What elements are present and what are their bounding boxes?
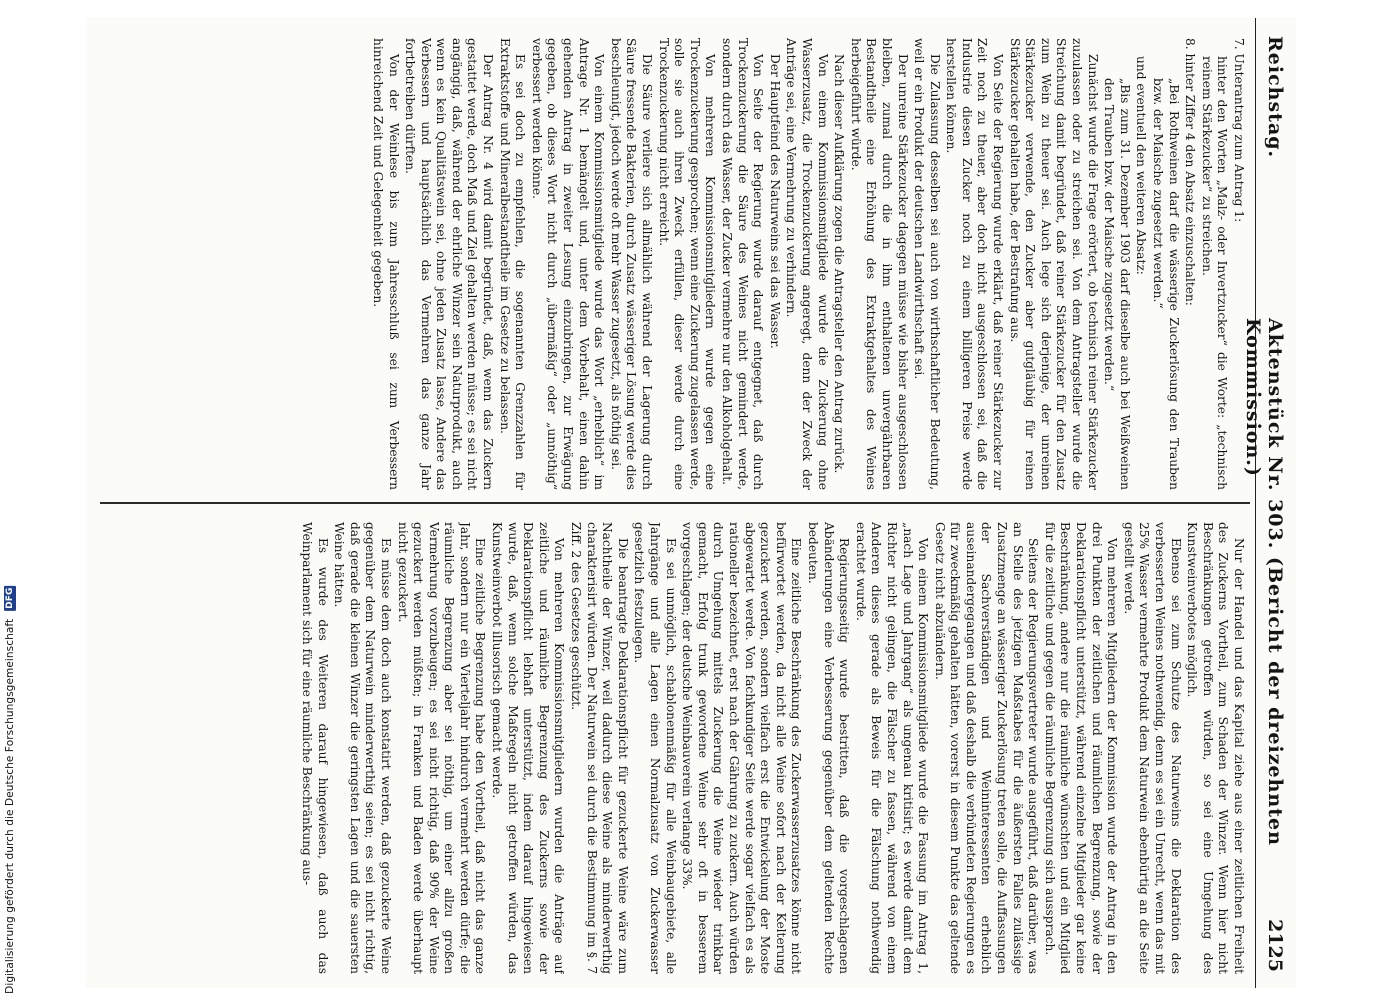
paragraph: Regierungsseitig wurde bestritten, daß die vorgeschlagenen Abänderungen eine Verbesserung gegenüber dem geltenden Rechte bedeuten.	[805, 522, 852, 974]
paragraph: Es wurde des Weiteren darauf hingewiesen, daß auch das Weinparlament sich für eine räumliche Beschränkung aus-	[299, 522, 330, 974]
paragraph: und eventuell den weiteren Absatz:	[1134, 56, 1149, 275]
paragraph: Ebenso sei zum Schutze des Naturweins die Deklaration des verbesserten Weines nothwendig, denn es sei ein Unrecht, wenn das mit 25% Wasser vermehrte Produkt dem Naturwein ebenbürtig an die Seite gestellt werde.	[1121, 522, 1183, 974]
paragraph: Von Seite der Regierung wurde erklärt, daß reiner Stärkezucker zur Zeit noch zu theuer, aber doch nicht ausgeschlossen sei, daß die Industrie diesen Zucker noch zu einem billigeren Preise werde herstellen können.	[944, 38, 1006, 490]
paragraph: Von einem Kommissionsmitgliede wurde die Zuckerung ohne Wasserzusatz, die Trockenzuckerung angeregt, denn der Zweck der Anträge sei, eine Vermehrung zu verhindern.	[784, 38, 830, 490]
paragraph: Die Zulassung desselben sei auch von wirthschaftlicher Bedeutung, weil er ein Produkt der deutschen Landwirthschaft sei.	[912, 38, 942, 490]
paragraph: hinter den Worten „Malz- oder Invertzucker“ die Worte: „technisch reinem Stärkezucker“ zu streichen.	[1199, 56, 1230, 490]
paragraph: Von Seite der Regierung wurde darauf entgegnet, daß durch Trockenzuckerung die Säure des Weines nicht gemindert werde, sondern durch das Wasser, der Zucker vermehre nur den Alkoholgehalt.	[720, 38, 766, 490]
paragraph: „Bei Rothweinen darf die wässerige Zuckerlösung den Trauben bzw. der Maische zugesetzt werden.“	[1151, 78, 1181, 490]
paragraph: 8. hinter Ziffer 4 den Absatz einzuschalten:	[1183, 38, 1198, 306]
paragraph: Es sei doch zu empfehlen, die sogenannten Grenzzahlen für Extraktstoffe und Mineralbestandtheile im Gesetze zu belassen.	[497, 38, 528, 490]
column-divider	[100, 502, 1250, 504]
paragraph: Von mehreren Kommissionsmitgliedern wurde gegen eine Trockenzuckerung gesprochen; wenn eine Zuckerung zugelassen werde, solle sie auch ihren Zweck erfüllen, dieser werde durch eine Trockenzuckerung nicht erreicht.	[656, 38, 718, 490]
scanned-page	[86, 18, 1296, 988]
header-commission-report: (Bericht der dreizehnten Kommission.)	[1242, 318, 1286, 846]
right-column	[96, 522, 1246, 974]
paragraph: Der unreine Stärkezucker dagegen müsse wie bisher ausgeschlossen bleiben, zumal durch die in ihm enthaltenen unvergährbaren Bestandtheile eine Erhöhung des Extraktgehaltes des Weines herbeigeführt würde.	[848, 38, 910, 490]
header-document-number	[1242, 318, 1286, 988]
left-column	[96, 38, 1246, 490]
paragraph: Seitens der Regierungsvertreter wurde ausgeführt, daß darüber, was an Stelle des jetzigen Maßstabes für die äußersten Falles zulässige Zusatzmenge an wässeriger Zuckerlösung treten solle, die Auffassungen der Sachverständigen und Weininteressenten erheblich auseinandergegangen und daß deshalb die verbündeten Regierungen es für zweckmäßig gehalten hätten, vorerst in diesem Punkte das geltende Gesetz nicht abzuändern.	[932, 522, 1041, 974]
credit-text: Digitalisierung gefördert durch die Deutsche Forschungsgemeinschaft	[4, 618, 16, 994]
paragraph: Von einem Kommissionsmitgliede wurde die Fassung im Antrag 1, „nach Lage und Jahrgang“ als ungenau kritisirt; es werde damit dem Richter nicht gelingen, die Fälscher zu fassen, während von einem Anderen dieses gerade als Beweis für die Fälschung nothwendig erachtet wurde.	[853, 522, 931, 974]
header-reichstag: Reichstag.	[1264, 36, 1286, 159]
paragraph: Es sei unmöglich, schablonenmäßig für alle Weinbaugebiete, alle Jahrgänge und alle Lagen einen Normalzusatz von Zuckerwasser gesetzlich festzulegen.	[632, 522, 678, 974]
paragraph: Von einem Kommissionsmitgliede wurde das Wort „erheblich“ im Antrage Nr. 1 bemängelt und, unter dem Vorbehalt, einen dahin gehenden Antrag in zweiter Lesung einzubringen, zur Erwägung gegeben, ob dieses Wort nicht durch „übermäßig“ oder „unnöthig“ verbessert werden könne.	[529, 38, 607, 490]
paragraph: Zunächst wurde die Frage erörtert, ob technisch reiner Stärkezucker zuzulassen oder zu streichen sei. Von dem Antragsteller wurde die Streichung damit begründet, daß reiner Stärkezucker für den Zusatz zum Wein zu theuer sei. Auch lege sich derjenige, der unreinen Stärkezucker verwende, den Zucker aber gutgläubig für reinen Stärkezucker gehalten habe, der Bestrafung aus.	[1007, 38, 1100, 490]
paragraph: Es müsse dem doch auch konstatirt werden, daß gezuckerte Weine gegenüber dem Naturwein minderwerthig seien; es sei nicht richtig, daß gerade die kleinen Winzer die geringsten Lagen und die sauersten Weine hätten.	[332, 522, 393, 974]
paragraph: Eine zeitliche Beschränkung des Zuckerwasserzusatzes könne nicht befürwortet werden, da nicht alle Weine sofort nach der Kelterung gezuckert werden, sondern vielfach erst die Entwickelung der Moste abgewartet werde. Von fachkundiger Seite werde sogar vielfach es als rationeller bezeichnet, erst nach der Gährung zu zuckern. Auch würden durch Umgehung mittels Zuckerung die Weine wieder trinkbar gemacht, Erfolg trunk gewordene Weine sehr oft in besserem vorgeschlagen; der deutsche Weinbauverein verlange 33%.	[680, 522, 804, 974]
paragraph: Von der Weinlese bis zum Jahresschluß sei zum Verbessern hinreichend Zeit und Gelegenheit gegeben.	[370, 38, 401, 490]
paragraph: Von mehreren Mitgliedern der Kommission wurde der Antrag in den drei Punkten der zeitlichen und räumlichen Begrenzung, sowie der Deklarationspflicht unterstützt, während einzelne Mitglieder gar keine Beschränkung, andere nur die räumliche wünschten und ein Mitglied für die zeitliche und gegen die räumliche Begrenzung sich aussprach.	[1042, 522, 1120, 974]
paragraph: Nach dieser Aufklärung zogen die Antragsteller den Antrag zurück.	[832, 54, 847, 474]
digitization-credit	[4, 586, 16, 994]
paragraph: Die beantragte Deklarationspflicht für gezuckerte Weine wäre zum Nachtheile der Winzer, weil dadurch diese Weine als minderwerthig charakterisirt würden. Der Naturwein sei durch die Bestimmung im §. 7 Ziff. 2 des Gesetzes geschützt.	[569, 522, 630, 974]
paragraph: Eine zeitliche Begrenzung habe den Vortheil, daß nicht das ganze Jahr, sondern nur ein Vierteljahr hindurch vermehrt werden dürfe; die räumliche Begrenzung aber sei nöthig, um einer allzu großen Vermehrung vorzubeugen; es sei nicht richtig, daß 90% der Weine gezuckert werden müßten; in Franken und Baden werde überhaupt nicht gezuckert.	[395, 522, 488, 974]
paragraph: Von mehreren Kommissionsmitgliedern wurden die Anträge auf zeitliche und räumliche Begrenzung des Zuckerns sowie der Deklarationspflicht lebhaft unterstützt, indem darauf hingewiesen wurde, daß, wenn solche Maßregeln nicht getroffen würden, das Kunstweinverbot illusorisch gemacht werde.	[490, 522, 567, 974]
paragraph: Nur der Handel und das Kapital ziehe aus einer zeitlichen Freiheit des Zuckerns Vortheil, zum Schaden der Winzer. Wenn hier nicht Beschränkungen getroffen würden, so sei eine Umgehung des Kunstweinverbotes möglich.	[1185, 522, 1246, 974]
paragraph: 7. Unterantrag zum Antrag 1:	[1232, 38, 1246, 223]
paragraph: Der Antrag Nr. 4 wird damit begründet, daß, wenn das Zuckern gestattet werde, doch Maß und Ziel gehalten werden müsse; es sei nicht angängig, daß, während der ehrliche Winzer sein Naturprodukt, auch wenn es kein Qualitätswein sei, ohne jeden Zusatz lasse, Andere das Verbessern und hauptsächlich das Vermehren das ganze Jahr fortbetreiben dürften.	[403, 38, 496, 490]
header-document-number-text: Aktenstück Nr. 303.	[1264, 318, 1286, 550]
page-header	[1242, 18, 1296, 988]
page-number: 2125	[1264, 919, 1286, 972]
dfg-logo-icon: DFG	[5, 588, 15, 610]
paragraph: „Bis zum 31. Dezember 1903 darf dieselbe auch bei Weißweinen den Trauben bzw. der Maische zugesetzt werden.“	[1102, 78, 1132, 490]
paragraph: Die Säure verliere sich allmählich während der Lagerung durch Säure fressende Bakterien, durch Zusatz wässeriger Lösung werde dies beschleunigt, jedoch werde oft mehr Wasser zugesetzt, als nöthig sei.	[608, 38, 655, 490]
paragraph: Der Hauptfeind des Naturweins sei das Wasser.	[767, 54, 782, 349]
